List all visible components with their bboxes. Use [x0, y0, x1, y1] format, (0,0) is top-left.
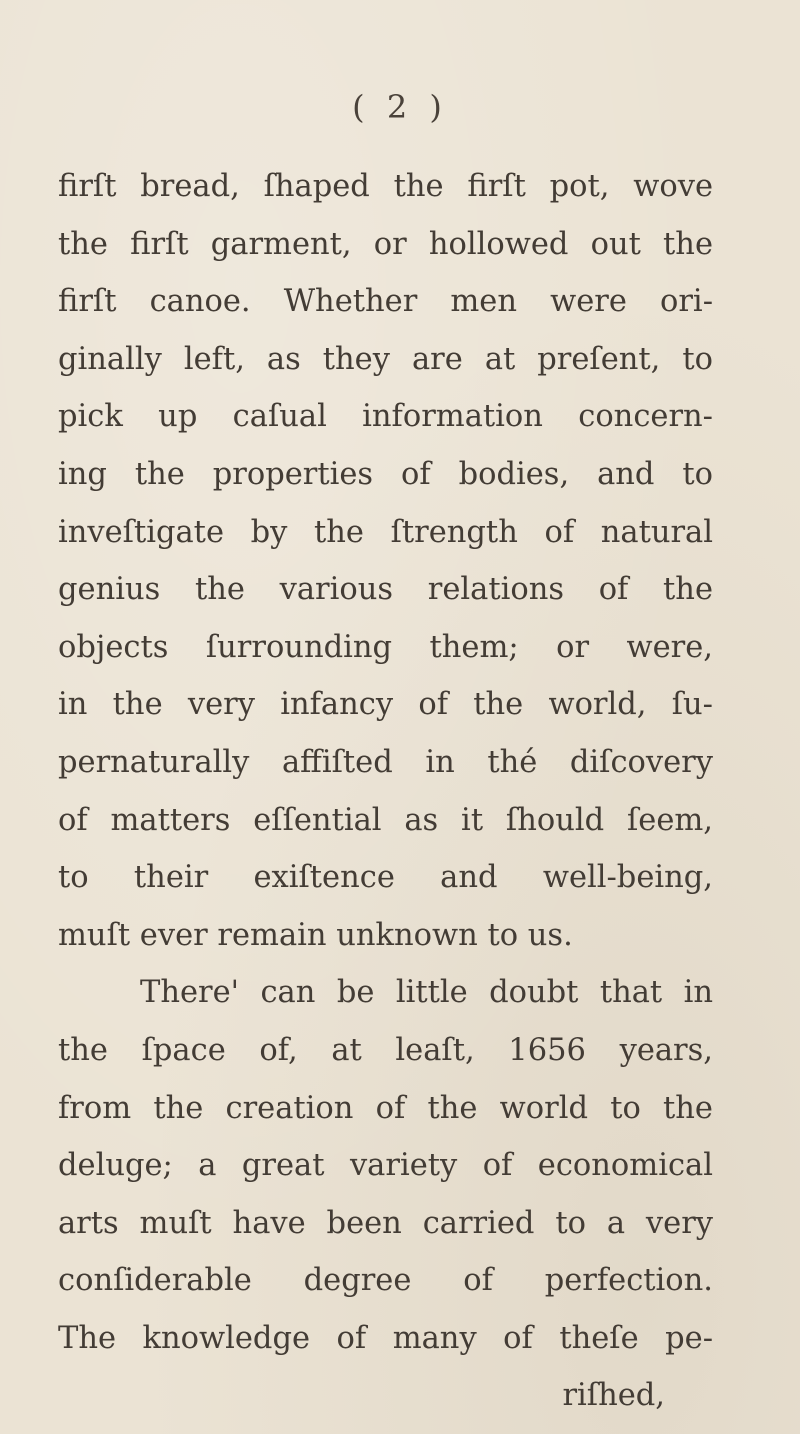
text-line: of matters eſſential as it ſhould ſeem, [58, 802, 713, 838]
text-line: ginally left, as they are at preſent, to [58, 341, 713, 377]
text-line: the firſt garment, or hollowed out the [58, 226, 713, 262]
text-line: deluge; a great variety of economical [58, 1148, 713, 1184]
text-line: arts muſt have been carried to a very [58, 1205, 713, 1241]
body-text [58, 158, 713, 1425]
text-line: conſiderable degree of perfection. [58, 1263, 713, 1299]
text-line-paragraph-start: There' can be little doubt that in [140, 975, 713, 1011]
text-line: pernaturally affiſted in thé diſcovery [58, 744, 713, 780]
text-line: firſt canoe. Whether men were ori- [58, 284, 713, 320]
text-line: firſt bread, ſhaped the firſt pot, wove [58, 169, 713, 204]
catchword: riſhed, [562, 1378, 665, 1414]
text-line: genius the various relations of the [58, 572, 713, 608]
text-line: ing the properties of bodies, and to [58, 456, 713, 492]
text-line: the ſpace of, at leaſt, 1656 years, [58, 1032, 713, 1068]
text-line: muſt ever remain unknown to us. [58, 917, 573, 953]
text-line: to their exiſtence and well-being, [58, 860, 713, 896]
text-line: objects ſurrounding them; or were, [58, 629, 713, 665]
text-line: pick up caſual information concern- [58, 399, 713, 435]
text-line: in the very infancy of the world, ſu- [58, 687, 713, 723]
text-line: inveſtigate by the ſtrength of natural [58, 514, 713, 550]
page-number: ( 2 ) [352, 88, 448, 126]
text-line: from the creation of the world to the [58, 1090, 713, 1126]
text-line: The knowledge of many of theſe pe- [58, 1320, 713, 1356]
